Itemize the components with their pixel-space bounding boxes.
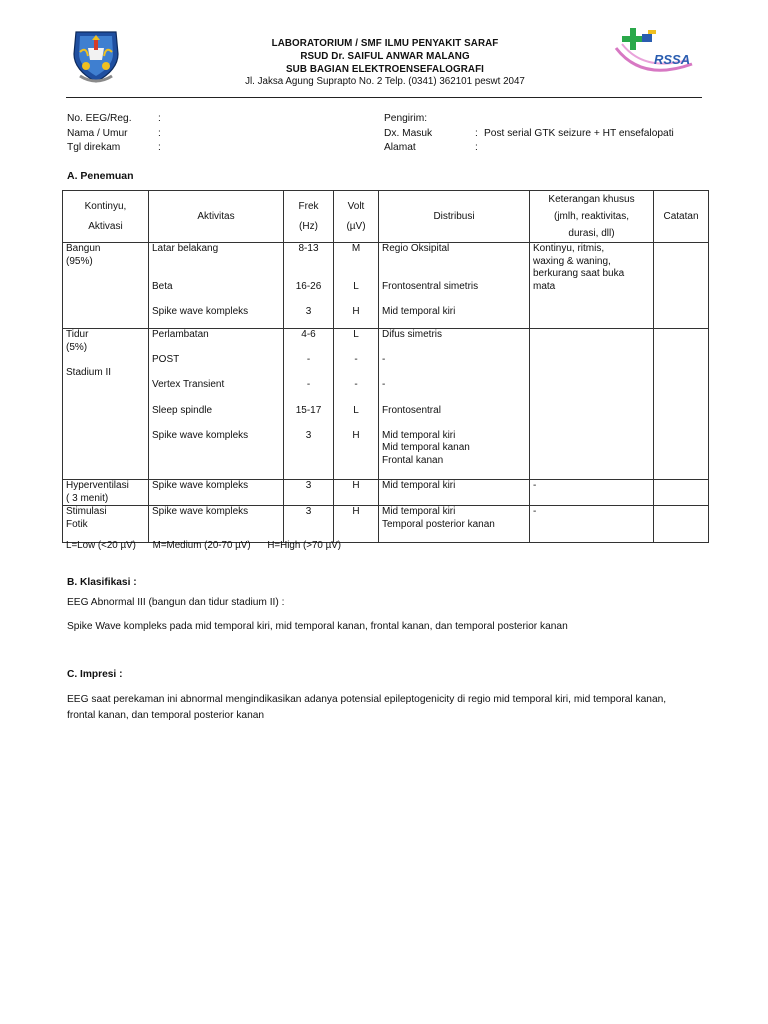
dx-masuk-value: Post serial GTK seizure + HT ensefalopati [484, 127, 674, 139]
cell-text: Latar belakang [152, 243, 219, 254]
cell-frek [284, 506, 334, 543]
cell-catatan [654, 506, 709, 543]
cell-text: L [353, 280, 359, 292]
cell-distribusi [379, 480, 530, 506]
header-aktivitas: Aktivitas [149, 191, 284, 243]
letterhead-address: Jl. Jaksa Agung Suprapto No. 2 Telp. (0341) 362101 peswt 2047 [245, 76, 525, 88]
rssa-logo-text: RSSA [654, 52, 691, 67]
pengirim-label: Pengirim: [384, 113, 428, 124]
letterhead [200, 38, 570, 89]
cell-text: Bangun [66, 243, 101, 254]
cell-volt [334, 329, 379, 480]
letterhead-line-3: SUB BAGIAN ELEKTROENSEFALOGRAFI [286, 63, 484, 75]
cell-text: L [353, 329, 359, 340]
header-keterangan: Keterangan khusus (jmlh, reaktivitas, durasi, dll) [530, 191, 654, 243]
cell-volt [334, 480, 379, 506]
dx-masuk-label: Dx. Masuk [384, 127, 433, 139]
table-row [63, 480, 709, 506]
cell-distribusi [379, 506, 530, 543]
cell-frek [284, 329, 334, 480]
cell-text: H [352, 480, 360, 491]
cell-aktivitas [149, 329, 284, 480]
header-volt: Volt (µV) [334, 191, 379, 243]
cell-frek [284, 243, 334, 329]
cell-text: H [352, 305, 360, 317]
colon: : [475, 127, 478, 139]
cell-volt [334, 506, 379, 543]
cell-text: H [352, 429, 360, 441]
cell-text: - [354, 354, 358, 366]
legend-medium: M=Medium (20-70 µV) [152, 540, 251, 551]
cell-text: waxing & waning, [533, 255, 611, 267]
cell-kontinyu [63, 243, 149, 329]
cell-text: 8-13 [298, 243, 319, 254]
cell-text: Mid temporal kiri [382, 506, 456, 518]
cell-text: - [382, 354, 386, 366]
patient-info-left [67, 112, 327, 156]
tgl-direkam-label: Tgl direkam [67, 142, 121, 153]
table-header-row [63, 191, 709, 243]
header-divider [66, 97, 702, 98]
header-distribusi: Distribusi [379, 191, 530, 243]
cell-text: Mid temporal kiri [382, 429, 456, 441]
cell-text: mata [533, 280, 556, 292]
cell-text: Tidur [66, 329, 89, 340]
cell-text: (5%) [66, 341, 88, 353]
cell-volt [334, 243, 379, 329]
cell-keterangan [530, 480, 654, 506]
east-java-emblem-logo [66, 26, 126, 86]
cell-kontinyu [63, 329, 149, 480]
cell-text: 3 [305, 480, 312, 491]
cell-text: Frontosentral [382, 404, 441, 416]
cell-text: - [306, 354, 311, 366]
cell-text: H [352, 506, 360, 518]
klasifikasi-line-2: Spike Wave kompleks pada mid temporal kiri, mid temporal kanan, frontal kanan, dan temporal posterior kanan [67, 621, 568, 632]
cell-aktivitas [149, 480, 284, 506]
section-c-title: C. Impresi : [67, 669, 123, 680]
cell-text: Spike wave kompleks [152, 429, 249, 441]
colon: : [158, 127, 161, 139]
cell-text: Kontinyu, ritmis, [533, 243, 605, 254]
impresi-text: EEG saat perekaman ini abnormal mengindikasikan adanya potensial epileptogenicity di regio mid temporal kiri, mid temporal kanan, frontal kanan, dan temporal posterior kanan [67, 694, 667, 721]
cell-text: Sleep spindle [152, 404, 213, 416]
cell-distribusi [379, 329, 530, 480]
patient-info-right [384, 112, 714, 156]
legend-high: H=High (>70 µV) [267, 540, 342, 551]
cell-text: 3 [305, 305, 312, 317]
section-a-title: A. Penemuan [67, 170, 134, 182]
cell-text: Spike wave kompleks [152, 480, 249, 491]
legend-low: L=Low (<20 µV) [66, 540, 136, 551]
cell-text: Fotik [66, 518, 88, 530]
cell-text: - [533, 480, 537, 491]
cell-text: ( 3 menit) [66, 492, 109, 504]
letterhead-line-1: LABORATORIUM / SMF ILMU PENYAKIT SARAF [271, 38, 499, 49]
cell-text: 15-17 [295, 404, 322, 416]
cell-frek [284, 480, 334, 506]
table-row [63, 329, 709, 480]
cell-text: 16-26 [295, 280, 322, 292]
alamat-label: Alamat [384, 142, 416, 153]
colon: : [158, 113, 161, 124]
cell-text: 3 [305, 429, 312, 441]
cell-text: Frontosentral simetris [382, 280, 479, 292]
cell-text: L [353, 404, 359, 416]
cell-text: 4-6 [301, 329, 316, 340]
section-b-title: B. Klasifikasi : [67, 577, 137, 588]
cell-text: Spike wave kompleks [152, 506, 249, 518]
cell-text: Beta [152, 280, 173, 292]
cell-text: Mid temporal kiri [382, 305, 456, 317]
cell-distribusi [379, 243, 530, 329]
cell-text: Difus simetris [382, 329, 443, 340]
voltage-legend [66, 540, 355, 551]
cell-text: Temporal posterior kanan [382, 518, 495, 530]
cell-text: Vertex Transient [152, 379, 225, 391]
cell-text: Mid temporal kanan [382, 442, 470, 454]
header-kontinyu: Kontinyu, Aktivasi [63, 191, 149, 243]
cell-text: Regio Oksipital [382, 243, 450, 254]
header-catatan: Catatan [654, 191, 709, 243]
rssa-hospital-logo [612, 24, 694, 82]
cell-aktivitas [149, 506, 284, 543]
cell-text: Mid temporal kiri [382, 480, 456, 491]
header-frek: Frek (Hz) [284, 191, 334, 243]
eeg-findings-table [62, 190, 709, 543]
cell-text: Hyperventilasi [66, 480, 129, 491]
cell-kontinyu [63, 506, 149, 543]
cell-text: M [351, 243, 361, 254]
cell-catatan [654, 329, 709, 480]
letterhead-line-2: RSUD Dr. SAIFUL ANWAR MALANG [300, 50, 470, 62]
cell-text: berkurang saat buka [533, 268, 625, 280]
cell-kontinyu [63, 480, 149, 506]
table-row [63, 506, 709, 543]
cell-keterangan [530, 243, 654, 329]
cell-text: 3 [305, 506, 312, 518]
colon: : [475, 142, 478, 153]
cell-catatan [654, 480, 709, 506]
cell-text: (95%) [66, 255, 93, 267]
cell-aktivitas [149, 243, 284, 329]
cell-text: Frontal kanan [382, 454, 444, 466]
cell-text: POST [152, 354, 180, 366]
no-eeg-label: No. EEG/Reg. [67, 113, 132, 124]
cell-text: Stimulasi [66, 506, 107, 518]
cell-text: Spike wave kompleks [152, 305, 249, 317]
cell-text: Perlambatan [152, 329, 209, 340]
cell-keterangan [530, 329, 654, 480]
cell-text: - [306, 379, 311, 391]
cell-text: - [382, 379, 386, 391]
table-row [63, 243, 709, 329]
cell-text: Stadium II [66, 366, 112, 378]
klasifikasi-line-1: EEG Abnormal III (bangun dan tidur stadium II) : [67, 597, 285, 608]
colon: : [158, 142, 161, 153]
cell-text: - [354, 379, 358, 391]
cell-catatan [654, 243, 709, 329]
nama-umur-label: Nama / Umur [67, 127, 128, 139]
cell-keterangan [530, 506, 654, 543]
cell-text: - [533, 506, 537, 518]
